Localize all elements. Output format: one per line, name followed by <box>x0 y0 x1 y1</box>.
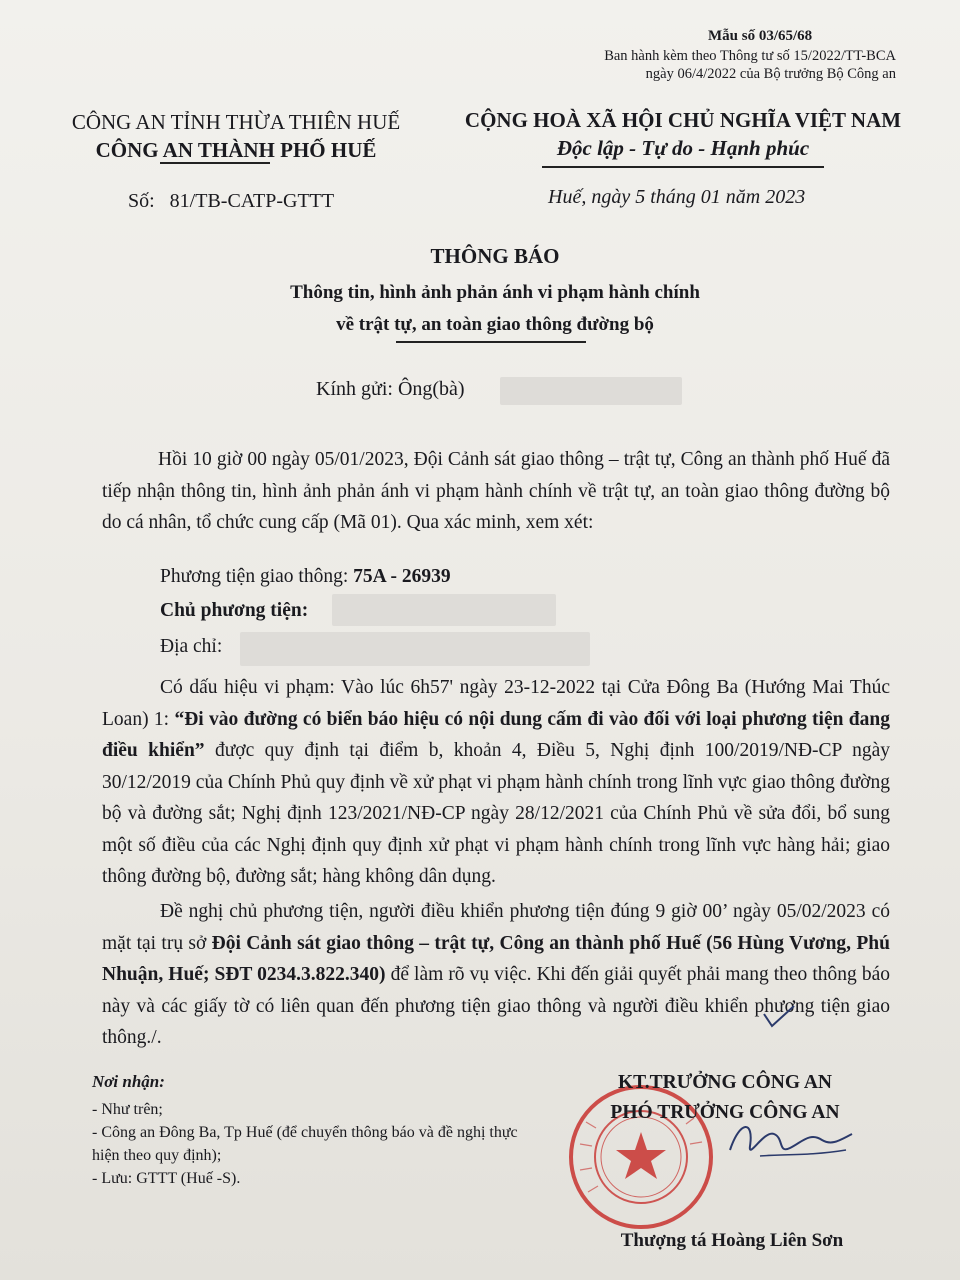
violation-paragraph <box>102 672 890 893</box>
violation-block <box>102 672 890 893</box>
address-label: Địa chỉ: <box>160 636 223 657</box>
owner-label: Chủ phương tiện: <box>160 600 309 621</box>
redacted-owner <box>332 594 556 626</box>
intro-text: Hồi 10 giờ 00 ngày 05/01/2023, Đội Cảnh sát giao thông – trật tự, Công an thành phố Huế đã tiếp nhận thông tin, hình ảnh phản ánh vi phạm hành chính về trật tự, an toàn giao thông đường bộ do cá nhân, tổ chức cung cấp (Mã 01). Qua xác minh, xem xét: <box>102 449 890 533</box>
intro-paragraph <box>102 444 890 539</box>
issuing-agency <box>60 108 412 164</box>
handwritten-signature <box>720 1110 860 1170</box>
handwritten-check-mark <box>760 1000 800 1032</box>
nation-motto: Độc lập - Tự do - Hạnh phúc <box>556 136 810 160</box>
signature-title-line2: PHÓ TRƯỞNG CÔNG AN <box>610 1102 840 1123</box>
violation-quote: “Đi vào đường có biển báo hiệu có nội dung cấm đi vào đối với loại phương tiện đang điều khiển” <box>102 708 891 761</box>
recipient-item: - Công an Đông Ba, Tp Huế (để chuyển thông báo và đề nghị thực hiện theo quy định); <box>92 1124 518 1164</box>
form-issued-line2: ngày 06/4/2022 của Bộ trưởng Bộ Công an <box>645 66 896 82</box>
form-issued-line1: Ban hành kèm theo Thông tư số 15/2022/TT-BCA <box>604 48 896 64</box>
signature-title-line1: KT.TRƯỞNG CÔNG AN <box>618 1072 832 1093</box>
national-header <box>448 106 918 162</box>
agency-name: CÔNG AN THÀNH PHỐ HUẾ <box>95 138 377 162</box>
vehicle-label: Phương tiện giao thông: <box>160 566 354 587</box>
title-underline <box>396 341 586 343</box>
document-number: Số: 81/TB-CATP-GTTT <box>128 190 335 212</box>
vehicle-plate: 75A - 26939 <box>353 566 451 587</box>
document-subtitle-2: về trật tự, an toàn giao thông đường bộ <box>336 314 654 335</box>
violation-intro: Có dấu hiệu vi phạm: Vào lúc 6h57' ngày 23-12-2022 tại Cửa Đông Ba (Hướng Mai Thúc Loan) 1: <box>102 677 890 730</box>
recipient-item: - Lưu: GTTT (Huế -S). <box>92 1170 241 1187</box>
recipients-list <box>92 1098 522 1190</box>
address-field <box>160 636 222 658</box>
request-part2: để làm rõ vụ việc. Khi đến giải quyết phải mang theo thông báo này và các giấy tờ có liên quan đến phương tiện giao thông và người điều khiển phương tiện giao thông./. <box>102 964 890 1048</box>
place-date: Huế, ngày 5 tháng 01 năm 2023 <box>548 186 806 208</box>
vehicle-field <box>160 566 451 588</box>
recipient-item: - Như trên; <box>92 1101 163 1118</box>
signer-name: Thượng tá Hoàng Liên Sơn <box>620 1230 844 1251</box>
form-number: Mẫu số 03/65/68 <box>708 28 813 44</box>
document-subtitle-1: Thông tin, hình ảnh phản ánh vi phạm hành chính <box>290 282 700 303</box>
redacted-address <box>240 632 590 666</box>
request-location: Đội Cảnh sát giao thông – trật tự, Công an thành phố Huế (56 Hùng Vương, Phú Nhuận, Huế; SĐT 0234.3.822.340) <box>102 932 890 985</box>
violation-legal-basis: được quy định tại điểm b, khoản 4, Điều 5, Nghị định 100/2019/NĐ-CP ngày 30/12/2019 của Chính Phủ quy định về xử phạt vi phạm hành chính trong lĩnh vực giao thông đường bộ và đường sắt; Nghị định 123/2021/NĐ-CP ngày 28/12/2021 của Chính Phủ về sửa đổi, bổ sung một số điều của các Nghị định quy định xử phạt vi phạm hành chính trong lĩnh vực hàng hải; giao thông đường bộ, đường sắt; hàng không dân dụng. <box>102 740 890 887</box>
greeting: Kính gửi: Ông(bà) <box>316 378 465 400</box>
request-part1: Đề nghị chủ phương tiện, người điều khiển phương tiện đúng 9 giờ 00’ ngày 05/02/2023 có mặt tại trụ sở <box>102 901 890 954</box>
agency-parent: CÔNG AN TỈNH THỪA THIÊN HUẾ <box>71 110 401 134</box>
agency-underline <box>160 162 270 164</box>
document-title: THÔNG BÁO <box>430 244 560 268</box>
redacted-recipient-name <box>500 377 682 405</box>
nation-name: CỘNG HOÀ XÃ HỘI CHỦ NGHĨA VIỆT NAM <box>464 108 902 132</box>
recipients-title: Nơi nhận: <box>92 1072 165 1091</box>
motto-underline <box>542 166 824 168</box>
owner-field <box>160 600 308 622</box>
